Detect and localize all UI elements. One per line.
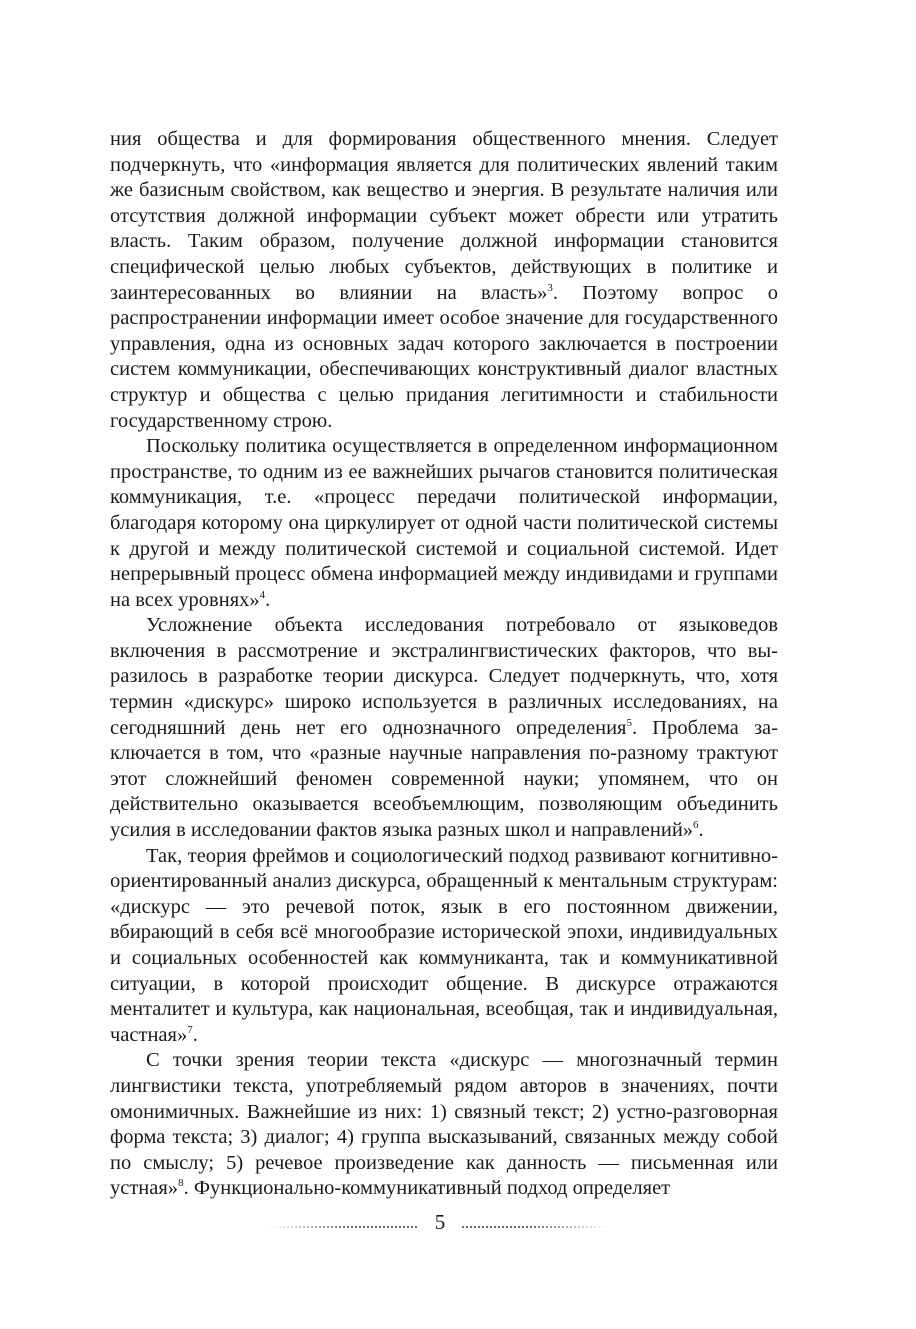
paragraph [110,434,778,613]
footnote-marker: 3 [547,281,553,294]
footnote-marker: 4 [259,588,266,601]
paragraph-text: . Проблема заключается в том, что «разные научные направления по-разному трактуют этот сложнейший феномен современной науки; упомянем, что он действительно оказывается всеобъемлющим, позволяющим объединить усилия в исследовании фактов языка разных школ и направлений» [110,716,778,842]
footnote-marker: 6 [693,819,699,832]
paragraph-text: . [265,588,271,611]
paragraph-text: ния общества и для формирования общественного мнения. Следует подчеркнуть, что «информация является для политических явлений таким же базисным свойством, как вещество и энергия. В результате наличия или отсутствия должной информации субъект может обрести или утратить власть. Таким образом, получение должной информации становится специфической целью любых субъектов, действующих в политике и заинтересованных во влиянии на власть» [110,128,778,304]
paragraph [110,127,778,434]
paragraph-text: Так, теория фреймов и социологический подход развивают когнитивно-ориентированный анализ дискурса, обращенный к ментальным структурам: «дискурс — это речевой поток, язык в его постоянном движении, вбирающий в себя всё многообразие исторической эпохи, индивидуальных и социальных особенностей как коммуниканта, так и коммуникативной ситуации, в которой происходит общение. В дискурсе отражаются менталитет и культура, как национальная, всеобщая, так и индивидуальная, частная» [110,844,778,1046]
paragraph-text: . [698,819,704,842]
paragraph [110,613,778,843]
page-number: 5 [434,1209,446,1234]
footnote-marker: 7 [187,1023,193,1036]
paragraph-text: С точки зрения теории текста «дискурс — многозначный термин лингвистики текста, употребляемый рядом авторов в значениях, почти омонимичных. Важнейшие из них: 1) связный текст; 2) устно-разговорная форма текста; 3) диалог; 4) группа высказываний, связанных между собой по смыслу; 5) речевое произведение как данность — письменная или устная» [110,1049,778,1200]
paragraph-text: Усложнение объекта исследования потребовало от языковедов включения в рассмотрение и экстралингвистических факторов, что выразилось в разработке теории дискурса. Следует подчеркнуть, что, хотя термин «дискурс» широко используется в различных исследованиях, на сегодняшний день нет его однозначного определения [110,614,778,739]
body-text [110,127,778,1202]
paragraph-text: . [192,1023,198,1046]
page-footer [270,1207,610,1237]
footnote-marker: 5 [626,716,632,729]
paragraph-text: Поскольку политика осуществляется в определенном информационном пространстве, то одним из ее важнейших рычагов становится политическая коммуникация, т.е. «процесс передачи политической информации, благодаря которому она циркулирует от одной части политической системы к другой и между политической системой и социальной системой. Идет непрерывный процесс обмена информацией между индивидами и группами на всех уровнях» [110,435,778,611]
dotted-rule-left [270,1226,419,1228]
paragraph-text: . Функционально-коммуникативный подход определяет [183,1177,671,1200]
paragraph [110,844,778,1049]
paragraph [110,1048,778,1202]
dotted-rule-right [461,1226,610,1228]
paragraph-text: . Поэтому вопрос о распространении информации имеет особое значение для государственного управления, одна из основных задач которого заключается в построении систем коммуникации, обеспечивающих конструктивный диалог властных структур и общества с целью придания легитимности и стабильности государственному строю. [110,281,778,432]
footnote-marker: 8 [178,1177,184,1190]
